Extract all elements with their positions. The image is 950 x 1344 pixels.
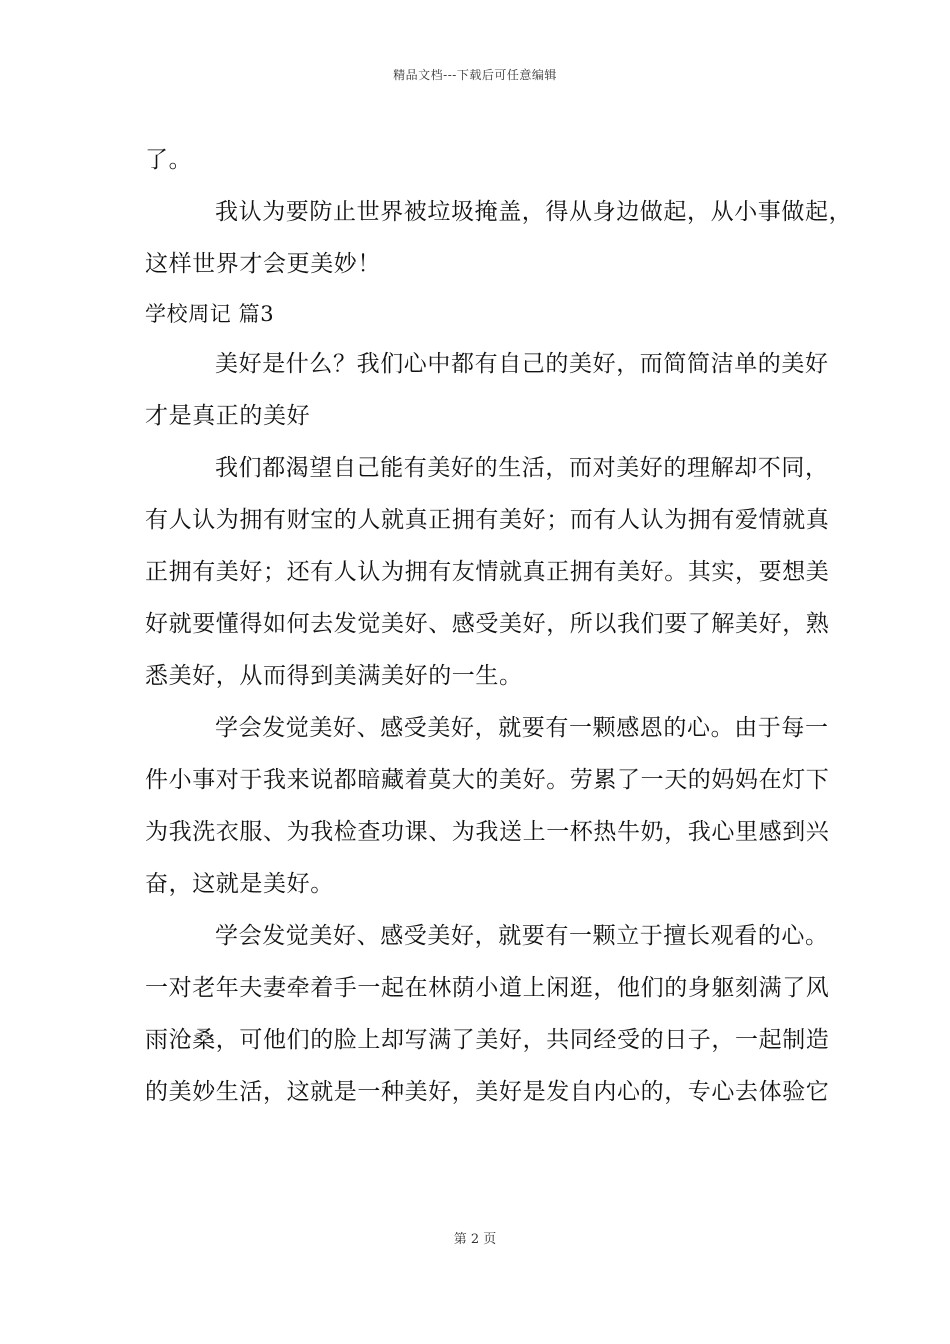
text-line: 这样世界才会更美妙！ <box>145 251 381 277</box>
text-line: 的美妙生活，这就是一种美好，美好是发自内心的，专心去体验它 <box>145 1079 830 1105</box>
text-line: 悉美好，从而得到美满美好的一生。 <box>145 663 523 689</box>
text-line: 我认为要防止世界被垃圾掩盖，得从身边做起，从小事做起， <box>215 199 853 225</box>
text-line: 美好是什么？我们心中都有自己的美好，而简简洁单的美好 <box>215 351 829 377</box>
text-line: 雨沧桑，可他们的脸上却写满了美好，共同经受的日子，一起制造 <box>145 1027 830 1053</box>
text-line: 我们都渴望自己能有美好的生活，而对美好的理解却不同， <box>215 455 829 481</box>
text-line: 学会发觉美好、感受美好，就要有一颗感恩的心。由于每一 <box>215 715 829 741</box>
text-line: 学会发觉美好、感受美好，就要有一颗立于擅长观看的心。 <box>215 923 829 949</box>
text-line: 了。 <box>145 147 193 173</box>
text-line: 一对老年夫妻牵着手一起在林荫小道上闲逛，他们的身躯刻满了风 <box>145 975 830 1001</box>
document-body <box>145 134 853 1118</box>
text-line: 正拥有美好；还有人认为拥有友情就真正拥有美好。其实，要想美 <box>145 559 830 585</box>
text-line: 有人认为拥有财宝的人就真正拥有美好；而有人认为拥有爱情就真 <box>145 507 830 533</box>
page-header: 精品文档---下载后可任意编辑 <box>393 68 557 82</box>
text-line: 件小事对于我来说都暗藏着莫大的美好。劳累了一天的妈妈在灯下 <box>145 767 830 793</box>
text-line: 好就要懂得如何去发觉美好、感受美好，所以我们要了解美好，熟 <box>145 611 830 637</box>
text-line: 才是真正的美好 <box>145 403 311 429</box>
text-line: 为我洗衣服、为我检查功课、为我送上一杯热牛奶，我心里感到兴 <box>145 819 830 845</box>
text-line: 奋，这就是美好。 <box>145 871 334 897</box>
page-number: 第 2 页 <box>453 1232 497 1247</box>
section-heading: 学校周记 篇3 <box>145 302 275 326</box>
